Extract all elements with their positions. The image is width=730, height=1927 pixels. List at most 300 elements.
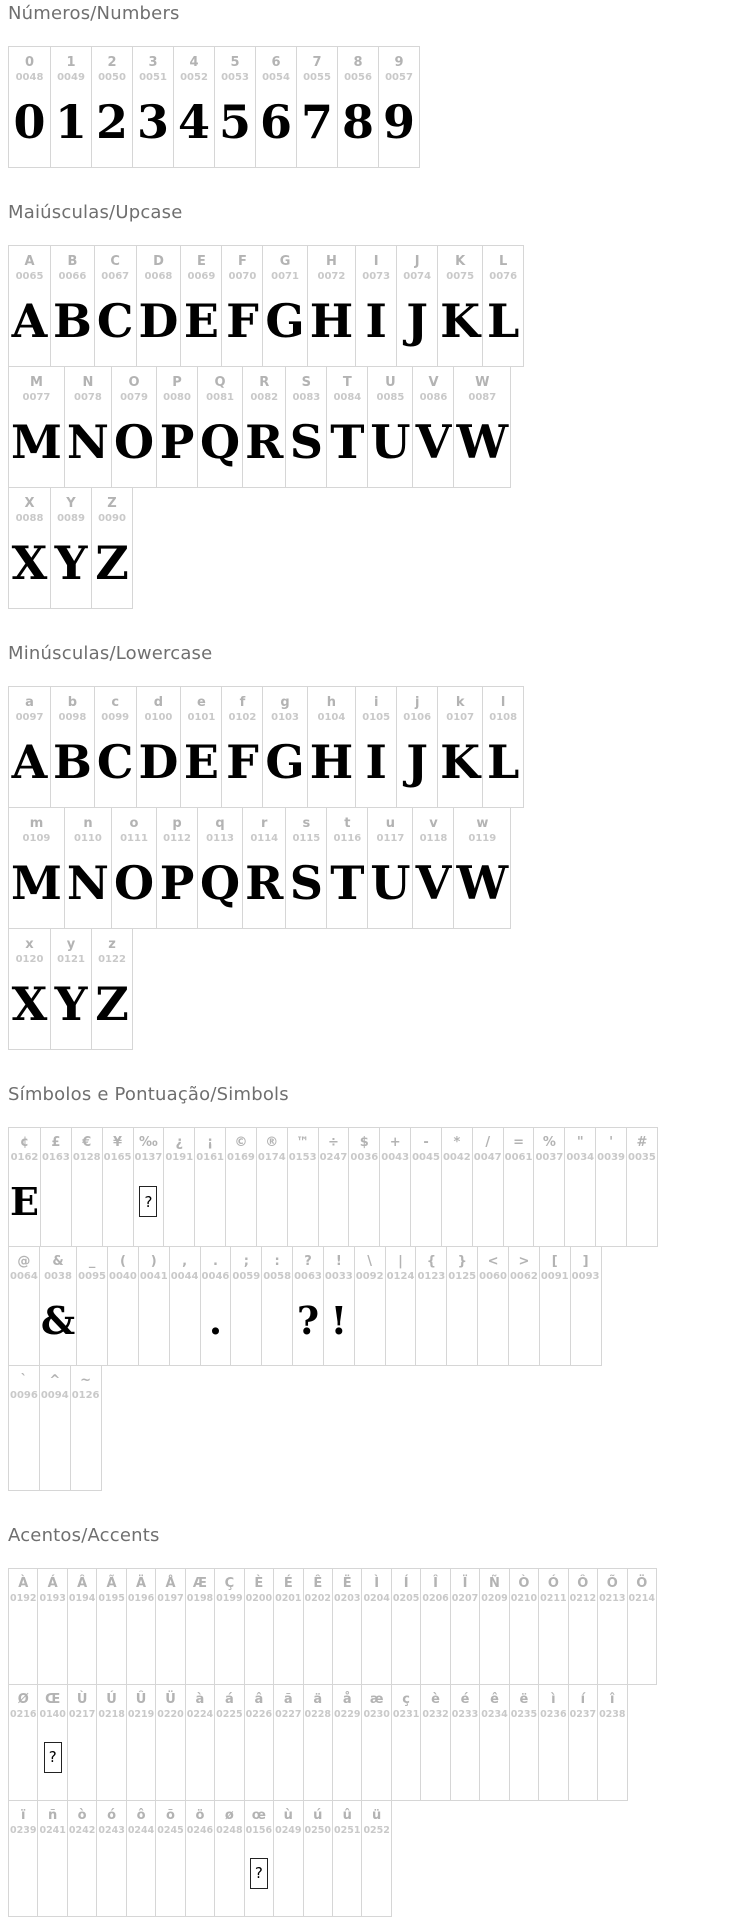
cell-char-label: v xyxy=(429,816,438,831)
cell-char-label: ) xyxy=(150,1254,157,1269)
cell-code-label: 0052 xyxy=(180,72,208,83)
cell-char-label: Œ xyxy=(45,1692,61,1707)
glyph-cell xyxy=(509,1569,538,1684)
cell-char-label: | xyxy=(398,1254,403,1269)
cell-glyph: E xyxy=(183,734,219,789)
cell-char-label: h xyxy=(326,695,337,710)
glyph-cell xyxy=(568,1685,597,1800)
cell-glyph: J xyxy=(406,734,429,789)
cell-char-label: @ xyxy=(17,1254,31,1269)
glyph-cell xyxy=(185,1801,214,1916)
cell-char-label: ø xyxy=(224,1808,234,1823)
cell-code-label: 0085 xyxy=(376,392,405,403)
glyph-table-row-wrap xyxy=(8,686,730,808)
glyph-cell xyxy=(627,1569,656,1684)
cell-char-label: ' xyxy=(609,1135,614,1150)
cell-char-label: è xyxy=(431,1692,440,1707)
cell-code-label: 0074 xyxy=(403,271,432,282)
glyph-row xyxy=(8,1568,657,1685)
cell-code-label: 0214 xyxy=(628,1593,655,1604)
glyph-cell xyxy=(273,1801,302,1916)
glyph-cell xyxy=(37,1685,66,1800)
cell-code-label: 0048 xyxy=(15,72,44,83)
glyph-cell xyxy=(477,1247,508,1365)
cell-char-label: # xyxy=(636,1135,648,1150)
glyph-cell xyxy=(94,687,136,807)
cell-char-label: b xyxy=(67,695,78,710)
cell-code-label: 0069 xyxy=(187,271,216,282)
cell-glyph: Q xyxy=(200,414,241,469)
cell-char-label: p xyxy=(172,816,182,831)
cell-char-label: 4 xyxy=(189,55,199,70)
cell-code-label: 0229 xyxy=(333,1709,361,1720)
glyph-cell xyxy=(155,1685,184,1800)
section-uppercase xyxy=(8,202,730,609)
glyph-cell xyxy=(303,1569,332,1684)
missing-glyph-box: ? xyxy=(250,1858,268,1889)
cell-char-label: Í xyxy=(403,1576,409,1591)
cell-code-label: 0057 xyxy=(385,72,413,83)
cell-char-label: ~ xyxy=(80,1373,92,1388)
cell-glyph: ! xyxy=(330,1298,348,1343)
glyph-cell xyxy=(482,246,523,366)
cell-code-label: 0197 xyxy=(157,1593,184,1604)
glyph-cell xyxy=(396,687,437,807)
cell-char-label: ö xyxy=(195,1808,205,1823)
cell-glyph: B xyxy=(53,734,92,789)
cell-glyph: C xyxy=(96,734,134,789)
cell-code-label: 0119 xyxy=(468,833,497,844)
glyph-cell xyxy=(214,1801,243,1916)
cell-char-label: Ë xyxy=(342,1576,352,1591)
cell-char-label: Õ xyxy=(606,1576,618,1591)
cell-char-label: 7 xyxy=(312,55,322,70)
glyph-cell xyxy=(132,47,173,167)
cell-char-label: é xyxy=(460,1692,470,1707)
glyph-cell xyxy=(163,1128,194,1246)
glyph-cell xyxy=(173,47,214,167)
cell-char-label: s xyxy=(302,816,311,831)
section-symbols xyxy=(8,1084,730,1491)
glyph-cell xyxy=(39,1247,76,1365)
glyph-cell xyxy=(453,367,510,487)
cell-code-label: 0234 xyxy=(481,1709,508,1720)
glyph-cell xyxy=(214,1569,243,1684)
cell-code-label: 0113 xyxy=(206,833,234,844)
cell-char-label: l xyxy=(500,695,506,710)
section-title: Números/Numbers xyxy=(8,3,180,24)
glyph-cell xyxy=(50,246,94,366)
glyph-cell xyxy=(391,1685,420,1800)
cell-char-label: B xyxy=(67,254,78,269)
cell-char-label: Ò xyxy=(518,1576,530,1591)
cell-code-label: 0037 xyxy=(535,1152,564,1163)
glyph-cell xyxy=(437,246,482,366)
cell-char-label: Ô xyxy=(577,1576,589,1591)
glyph-cell xyxy=(9,246,50,366)
cell-code-label: 0039 xyxy=(597,1152,625,1163)
cell-code-label: 0140 xyxy=(39,1709,66,1720)
glyph-row xyxy=(8,807,511,929)
cell-glyph: & xyxy=(40,1298,76,1343)
cell-glyph: Z xyxy=(95,535,129,590)
cell-code-label: 0122 xyxy=(98,954,126,965)
glyph-cell xyxy=(326,367,367,487)
glyph-cell xyxy=(40,1128,71,1246)
cell-char-label: 2 xyxy=(107,55,117,70)
cell-code-label: 0128 xyxy=(72,1152,101,1163)
cell-char-label: ¢ xyxy=(19,1135,29,1150)
cell-code-label: 0195 xyxy=(98,1593,125,1604)
glyph-cell xyxy=(508,1247,539,1365)
glyph-cell xyxy=(214,1685,243,1800)
cell-code-label: 0108 xyxy=(489,712,518,723)
glyph-cell xyxy=(185,1685,214,1800)
cell-char-label: Å xyxy=(165,1576,176,1591)
cell-glyph: L xyxy=(486,293,520,348)
cell-code-label: 0165 xyxy=(103,1152,132,1163)
glyph-cell xyxy=(256,1128,287,1246)
cell-char-label: u xyxy=(385,816,396,831)
cell-char-label: ^ xyxy=(49,1373,61,1388)
cell-char-label: Z xyxy=(107,496,117,511)
cell-glyph: 5 xyxy=(218,94,251,149)
cell-glyph: Y xyxy=(54,535,88,590)
cell-char-label: Ä xyxy=(136,1576,147,1591)
cell-char-label: P xyxy=(172,375,182,390)
cell-char-label: É xyxy=(283,1576,293,1591)
cell-char-label: * xyxy=(453,1135,461,1150)
glyph-cell xyxy=(180,246,221,366)
glyph-cell xyxy=(303,1801,332,1916)
cell-char-label: X xyxy=(24,496,35,511)
glyph-cell xyxy=(323,1247,354,1365)
glyph-cell xyxy=(307,246,355,366)
cell-code-label: 0123 xyxy=(417,1271,446,1282)
glyph-cell xyxy=(94,246,136,366)
cell-code-label: 0046 xyxy=(201,1271,230,1282)
glyph-cell xyxy=(420,1685,449,1800)
cell-glyph: Z xyxy=(95,976,129,1031)
cell-char-label: ó xyxy=(107,1808,117,1823)
cell-glyph: P xyxy=(159,414,195,469)
cell-code-label: 0247 xyxy=(319,1152,348,1163)
cell-char-label: a xyxy=(25,695,34,710)
cell-char-label: { xyxy=(426,1254,436,1269)
cell-glyph: Q xyxy=(200,855,241,910)
cell-char-label: i xyxy=(373,695,379,710)
cell-char-label: å xyxy=(342,1692,352,1707)
glyph-table-row-wrap xyxy=(8,245,730,367)
cell-code-label: 0246 xyxy=(186,1825,214,1836)
cell-code-label: 0237 xyxy=(569,1709,597,1720)
cell-char-label: ç xyxy=(402,1692,410,1707)
cell-char-label: Ó xyxy=(547,1576,559,1591)
glyph-cell xyxy=(446,1247,477,1365)
cell-char-label: + xyxy=(389,1135,401,1150)
cell-char-label: Ö xyxy=(636,1576,648,1591)
cell-glyph: R xyxy=(245,855,284,910)
cell-code-label: 0044 xyxy=(170,1271,199,1282)
glyph-row xyxy=(8,487,133,609)
cell-code-label: 0239 xyxy=(10,1825,37,1836)
cell-char-label: e xyxy=(196,695,206,710)
cell-code-label: 0209 xyxy=(481,1593,508,1604)
cell-code-label: 0094 xyxy=(40,1390,69,1401)
cell-char-label: ä xyxy=(313,1692,323,1707)
section-numbers xyxy=(8,3,730,168)
glyph-cell xyxy=(9,687,50,807)
glyph-cell xyxy=(214,47,255,167)
cell-char-label: F xyxy=(237,254,247,269)
cell-glyph: I xyxy=(365,293,387,348)
cell-char-label: _ xyxy=(88,1254,96,1269)
cell-code-label: 0065 xyxy=(15,271,44,282)
cell-code-label: 0053 xyxy=(221,72,249,83)
cell-char-label: Â xyxy=(77,1576,88,1591)
cell-glyph: O xyxy=(113,414,155,469)
cell-char-label: z xyxy=(108,937,116,952)
cell-code-label: 0249 xyxy=(275,1825,302,1836)
cell-char-label: U xyxy=(385,375,396,390)
glyph-cell xyxy=(292,1247,323,1365)
glyph-cell xyxy=(126,1801,155,1916)
cell-code-label: 0196 xyxy=(127,1593,155,1604)
cell-code-label: 0241 xyxy=(39,1825,66,1836)
cell-glyph: S xyxy=(289,414,323,469)
cell-char-label: 0 xyxy=(24,55,35,70)
glyph-cell xyxy=(9,1128,40,1246)
cell-code-label: 0068 xyxy=(144,271,173,282)
cell-char-label: . xyxy=(212,1254,218,1269)
cell-code-label: 0051 xyxy=(139,72,167,83)
cell-code-label: 0162 xyxy=(10,1152,39,1163)
cell-code-label: 0106 xyxy=(403,712,432,723)
cell-code-label: 0117 xyxy=(376,833,405,844)
cell-code-label: 0086 xyxy=(419,392,448,403)
cell-char-label: õ xyxy=(166,1808,175,1823)
glyph-cell xyxy=(96,1569,125,1684)
cell-glyph: U xyxy=(370,855,411,910)
cell-code-label: 0105 xyxy=(362,712,391,723)
cell-glyph: W xyxy=(456,414,509,469)
cell-char-label: $ xyxy=(359,1135,369,1150)
glyph-cell xyxy=(296,47,337,167)
glyph-cell xyxy=(503,1128,534,1246)
cell-code-label: 0096 xyxy=(10,1390,38,1401)
cell-char-label: È xyxy=(254,1576,264,1591)
glyph-cell xyxy=(273,1685,302,1800)
cell-char-label: Y xyxy=(66,496,76,511)
glyph-cell xyxy=(67,1685,96,1800)
glyph-cell xyxy=(9,808,64,928)
cell-char-label: q xyxy=(215,816,225,831)
cell-code-label: 0101 xyxy=(187,712,216,723)
glyph-cell xyxy=(597,1685,626,1800)
cell-code-label: 0220 xyxy=(157,1709,184,1720)
cell-char-label: \ xyxy=(367,1254,373,1269)
cell-code-label: 0238 xyxy=(599,1709,626,1720)
cell-glyph: 7 xyxy=(300,94,333,149)
cell-char-label: ë xyxy=(519,1692,529,1707)
glyph-table-row-wrap xyxy=(8,1365,730,1491)
glyph-cell xyxy=(126,1685,155,1800)
glyph-cell xyxy=(155,1801,184,1916)
cell-char-label: 9 xyxy=(394,55,404,70)
cell-code-label: 0212 xyxy=(569,1593,597,1604)
cell-char-label: ¡ xyxy=(207,1135,214,1150)
cell-code-label: 0248 xyxy=(216,1825,243,1836)
cell-code-label: 0072 xyxy=(317,271,346,282)
cell-char-label: d xyxy=(153,695,164,710)
cell-code-label: 0055 xyxy=(303,72,331,83)
cell-glyph: U xyxy=(370,414,411,469)
cell-char-label: á xyxy=(225,1692,234,1707)
cell-code-label: 0116 xyxy=(333,833,362,844)
glyph-cell xyxy=(107,1247,138,1365)
cell-code-label: 0235 xyxy=(510,1709,538,1720)
cell-code-label: 0200 xyxy=(245,1593,273,1604)
glyph-cell xyxy=(91,488,132,608)
glyph-cell xyxy=(538,1569,567,1684)
cell-glyph: P xyxy=(159,855,195,910)
glyph-cell xyxy=(156,367,197,487)
cell-char-label: Ì xyxy=(374,1576,380,1591)
cell-char-label: ï xyxy=(20,1808,26,1823)
cell-char-label: x xyxy=(25,937,34,952)
glyph-cell xyxy=(367,367,412,487)
glyph-cell xyxy=(37,1801,66,1916)
glyph-cell xyxy=(76,1247,107,1365)
cell-char-label: / xyxy=(485,1135,491,1150)
glyph-cell xyxy=(361,1569,390,1684)
cell-char-label: 6 xyxy=(271,55,281,70)
cell-code-label: 0217 xyxy=(68,1709,96,1720)
cell-char-label: £ xyxy=(51,1135,61,1150)
cell-glyph: A xyxy=(11,734,48,789)
glyph-cell xyxy=(37,1569,66,1684)
cell-glyph: T xyxy=(330,855,365,910)
cell-code-label: 0047 xyxy=(473,1152,502,1163)
glyph-cell xyxy=(482,687,523,807)
cell-char-label: ò xyxy=(77,1808,87,1823)
cell-code-label: 0191 xyxy=(165,1152,194,1163)
glyph-cell xyxy=(111,808,156,928)
section-title: Maiúsculas/Upcase xyxy=(8,202,183,223)
cell-char-label: O xyxy=(128,375,140,390)
cell-glyph: 2 xyxy=(95,94,128,149)
glyph-cell xyxy=(9,929,50,1049)
cell-glyph: J xyxy=(406,293,429,348)
cell-char-label: K xyxy=(455,254,466,269)
cell-code-label: 0251 xyxy=(333,1825,361,1836)
cell-char-label: J xyxy=(414,254,420,269)
cell-code-label: 0243 xyxy=(98,1825,125,1836)
glyph-cell xyxy=(332,1685,361,1800)
glyph-cell xyxy=(138,1247,169,1365)
cell-glyph: F xyxy=(226,734,259,789)
cell-char-label: A xyxy=(24,254,35,269)
cell-code-label: 0219 xyxy=(127,1709,155,1720)
cell-glyph: 9 xyxy=(382,94,415,149)
cell-char-label: € xyxy=(82,1135,92,1150)
cell-code-label: 0092 xyxy=(355,1271,384,1282)
glyph-cell xyxy=(568,1569,597,1684)
glyph-cell xyxy=(597,1569,626,1684)
glyph-cell xyxy=(332,1569,361,1684)
glyph-cell xyxy=(39,1366,70,1490)
glyph-cell xyxy=(70,1366,101,1490)
cell-code-label: 0100 xyxy=(144,712,173,723)
cell-char-label: , xyxy=(182,1254,188,1269)
cell-code-label: 0041 xyxy=(139,1271,168,1282)
cell-code-label: 0153 xyxy=(288,1152,317,1163)
cell-char-label: Ú xyxy=(106,1692,117,1707)
cell-code-label: 0244 xyxy=(127,1825,155,1836)
glyph-cell xyxy=(255,47,296,167)
glyph-cell xyxy=(410,1128,441,1246)
cell-glyph: N xyxy=(66,855,109,910)
glyph-table-row-wrap xyxy=(8,1246,730,1366)
glyph-cell xyxy=(472,1128,503,1246)
glyph-cell xyxy=(385,1247,416,1365)
glyph-row xyxy=(8,1684,628,1801)
glyph-cell xyxy=(412,808,453,928)
cell-code-label: 0083 xyxy=(292,392,321,403)
cell-char-label: - xyxy=(423,1135,429,1150)
cell-char-label: ` xyxy=(20,1373,28,1388)
cell-glyph: D xyxy=(138,293,179,348)
cell-code-label: 0035 xyxy=(628,1152,656,1163)
cell-code-label: 0107 xyxy=(446,712,475,723)
cell-code-label: 0033 xyxy=(324,1271,353,1282)
cell-char-label: ê xyxy=(490,1692,499,1707)
cell-code-label: 0058 xyxy=(263,1271,292,1282)
cell-code-label: 0043 xyxy=(381,1152,410,1163)
cell-code-label: 0089 xyxy=(57,513,85,524)
cell-code-label: 0077 xyxy=(22,392,51,403)
cell-char-label: Ã xyxy=(106,1576,117,1591)
section-accents xyxy=(8,1525,730,1917)
glyph-cell xyxy=(285,808,326,928)
cell-code-label: 0216 xyxy=(10,1709,37,1720)
cell-glyph: D xyxy=(138,734,179,789)
cell-char-label: © xyxy=(234,1135,248,1150)
cell-char-label: C xyxy=(110,254,120,269)
cell-code-label: 0110 xyxy=(74,833,102,844)
glyph-cell xyxy=(169,1247,200,1365)
cell-glyph: B xyxy=(53,293,92,348)
cell-char-label: M xyxy=(29,375,43,390)
cell-code-label: 0230 xyxy=(363,1709,390,1720)
glyph-cell xyxy=(9,1366,39,1490)
cell-code-label: 0118 xyxy=(419,833,448,844)
glyph-cell xyxy=(91,929,132,1049)
cell-char-label: w xyxy=(476,816,489,831)
cell-code-label: 0034 xyxy=(566,1152,595,1163)
cell-char-label: â xyxy=(254,1692,264,1707)
cell-char-label: ® xyxy=(265,1135,279,1150)
cell-code-label: 0064 xyxy=(10,1271,38,1282)
glyph-cell xyxy=(244,1801,273,1916)
glyph-row xyxy=(8,245,524,367)
cell-code-label: 0111 xyxy=(120,833,148,844)
glyph-cell xyxy=(136,246,181,366)
cell-code-label: 0098 xyxy=(58,712,87,723)
cell-code-label: 0252 xyxy=(363,1825,390,1836)
cell-char-label: œ xyxy=(251,1808,266,1823)
glyph-cell xyxy=(225,1128,256,1246)
